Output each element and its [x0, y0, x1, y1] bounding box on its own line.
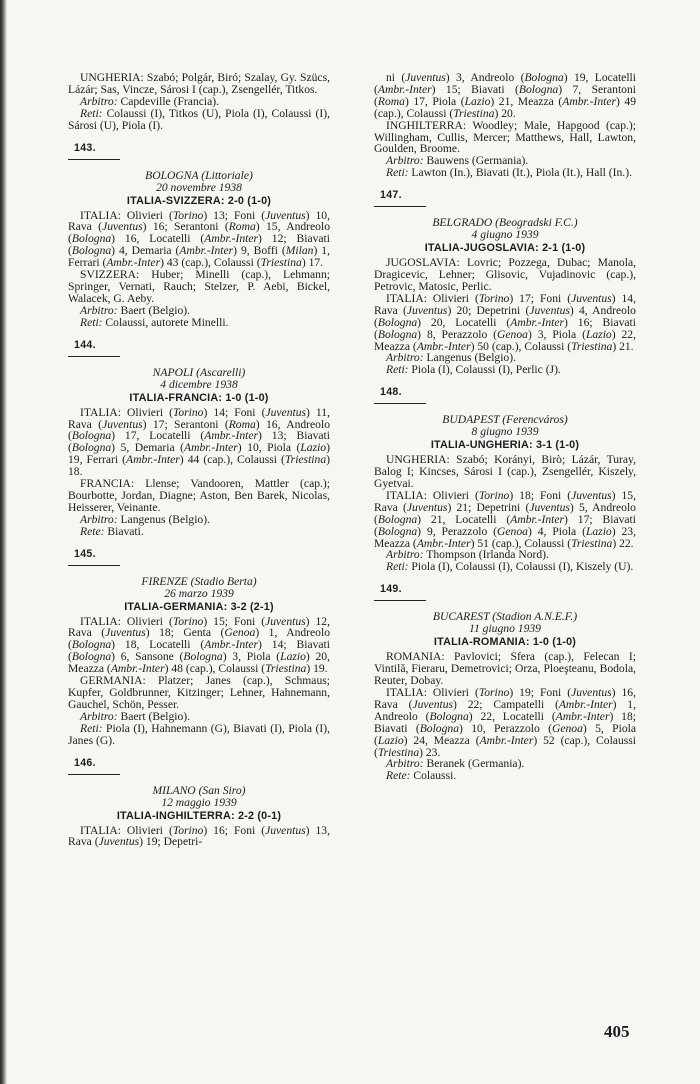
- match-header: [68, 548, 330, 613]
- section-rule: [374, 403, 426, 404]
- text-paragraph: Reti: Lawton (In.), Biavati (It.), Piola (It.), Hall (In.).: [386, 166, 632, 180]
- match-score: ITALIA-INGHILTERRA: 2-2 (0-1): [116, 809, 282, 822]
- match-score: ITALIA-GERMANIA: 3-2 (2-1): [124, 600, 274, 613]
- section-rule: [68, 774, 120, 775]
- book-binding-edge: [0, 0, 7, 1084]
- section-rule: [68, 356, 120, 357]
- text-paragraph: UNGHERIA: Szabó; Polgár, Biró; Szalay, Gy. Szücs, Lázár; Sas, Vincze, Sárosi I (cap.), Zsengellér, Titkos.: [68, 71, 330, 96]
- match-number: 147.: [380, 189, 402, 202]
- match-header: [374, 386, 636, 451]
- match-paragraph: Reti: Piola (I), Hahnemann (G), Biavati (I), Piola (I), Janes (G).: [68, 721, 330, 747]
- match-date: 11 giugno 1939: [469, 622, 541, 636]
- match-paragraph: ROMANIA: Pavlovici; Sfera (cap.), Felecan I; Vintilă, Fieraru, Demetrovici; Orza, Ploeşteanu, Bodola, Reuter, Dobay.: [374, 650, 636, 688]
- page-number: 405: [604, 1022, 630, 1041]
- match-venue: FIRENZE (Stadio Berta): [141, 574, 257, 588]
- match-paragraph: FRANCIA: Llense; Vandooren, Mattler (cap.); Bourbotte, Jordan, Diagne; Aston, Ben Barek, Nicolas, Heisserer, Veinante.: [68, 477, 330, 514]
- match-score: ITALIA-ROMANIA: 1-0 (1-0): [433, 636, 577, 649]
- match-date: 20 novembre 1938: [156, 180, 242, 194]
- match-score: ITALIA-UNGHERIA: 3-1 (1-0): [430, 439, 580, 452]
- match-date: 26 marzo 1939: [164, 586, 234, 600]
- text-paragraph: INGHILTERRA: Woodley; Male, Hapgood (cap.); Willingham, Cullis, Mercer; Matthews, Hall, Lawton, Goulden, Broome.: [374, 118, 636, 156]
- match-paragraph: ITALIA: Olivieri (Torino) 14; Foni (Juventus) 11, Rava (Juventus) 17; Serantoni (Roma) 16, Andreolo (Bologna) 17, Locatelli (Ambr.-Inter) 13; Biavati (Bologna) 5, Demaria (Ambr.-Inter) 10, Piola (Lazio) 19, Ferrari (Ambr.-Inter) 44 (cap.), Colaussi (Triestina) 18.: [68, 405, 330, 479]
- match-header: [374, 583, 636, 648]
- match-paragraph: ITALIA: Olivieri (Torino) 16; Foni (Juventus) 13, Rava (Juventus) 19; Depetri-: [68, 823, 330, 849]
- match-header: [68, 339, 330, 404]
- match-date: 4 dicembre 1938: [160, 377, 238, 391]
- match-paragraph: Reti: Piola (I), Colaussi (I), Perlic (J).: [386, 363, 561, 377]
- match-number: 146.: [74, 756, 96, 769]
- match-number: 145.: [74, 547, 96, 560]
- match-date: 4 giugno 1939: [471, 228, 539, 242]
- match-number: 148.: [380, 386, 402, 399]
- match-venue: NAPOLI (Ascarelli): [152, 365, 246, 379]
- section-rule: [374, 206, 426, 207]
- match-paragraph: ITALIA: Olivieri (Torino) 17; Foni (Juventus) 14, Rava (Juventus) 20; Depetrini (Juventus) 4, Andreolo (Bologna) 20, Locatelli (Ambr.-Inter) 16; Biavati (Bologna) 8, Perazzolo (Genoa) 3, Piola (Lazio) 22, Meazza (Ambr.-Inter) 50 (cap.), Colaussi (Triestina) 21.: [374, 291, 636, 353]
- left-column: [68, 72, 330, 848]
- match-paragraph: ITALIA: Olivieri (Torino) 15; Foni (Juventus) 12, Rava (Juventus) 18; Genta (Genoa) 1, Andreolo (Bologna) 18, Locatelli (Ambr.-Inter) 14; Biavati (Bologna) 6, Sansone (Bologna) 3, Piola (Lazio) 20, Meazza (Ambr.-Inter) 48 (cap.), Colaussi (Triestina) 19.: [68, 614, 330, 676]
- match-score: ITALIA-SVIZZERA: 2-0 (1-0): [126, 194, 272, 207]
- match-paragraph: Reti: Colaussi, autorete Minelli.: [80, 315, 229, 329]
- text-paragraph: ni (Juventus) 3, Andreolo (Bologna) 19, Locatelli (Ambr.-Inter) 15; Biavati (Bologna) 7, Serantoni (Roma) 17, Piola (Lazio) 21, Meazza (Ambr.-Inter) 49 (cap.), Colaussi (Triestina) 20.: [374, 71, 637, 120]
- match-paragraph: ITALIA: Olivieri (Torino) 19; Foni (Juventus) 16, Rava (Juventus) 22; Campatelli (Ambr.-Inter) 1, Andreolo (Bologna) 22, Locatelli (Ambr.-Inter) 18; Biavati (Bologna) 10, Perazzolo (Genoa) 5, Piola (Lazio) 24, Meazza (Ambr.-Inter) 52 (cap.), Colaussi (Triestina) 23.: [374, 686, 636, 759]
- match-number: 144.: [74, 338, 96, 351]
- match-venue: BUDAPEST (Ferencváros): [442, 413, 568, 427]
- match-paragraph: Arbitro: Langenus (Belgio).: [386, 351, 516, 365]
- match-paragraph: ITALIA: Olivieri (Torino) 18; Foni (Juventus) 15, Rava (Juventus) 21; Depetrini (Juventus) 5, Andreolo (Bologna) 21, Locatelli (Ambr.-Inter) 17; Biavati (Bologna) 9, Perazzolo (Genoa) 4, Piola (Lazio) 23, Meazza (Ambr.-Inter) 51 (cap.), Colaussi (Triestina) 22.: [374, 488, 636, 550]
- match-venue: MILANO (San Siro): [152, 783, 246, 797]
- match-header: [68, 757, 330, 822]
- match-paragraph: Arbitro: Beranek (Germania).: [386, 757, 525, 771]
- match-paragraph: Arbitro: Langenus (Belgio).: [80, 512, 210, 526]
- match-paragraph: JUGOSLAVIA: Lovric; Pozzega, Dubac; Manola, Dragicevic, Lehner; Glisovic, Vujadinovic (cap.), Petrovic, Matosic, Perlic.: [374, 256, 636, 293]
- section-rule: [68, 159, 120, 160]
- match-venue: BUCAREST (Stadion A.N.E.F.): [432, 610, 578, 624]
- match-header: [68, 142, 330, 207]
- match-paragraph: Arbitro: Thompson (Irlanda Nord).: [386, 548, 549, 562]
- match-venue: BOLOGNA (Littoriale): [145, 168, 253, 182]
- match-paragraph: Rete: Biavati.: [80, 524, 144, 538]
- match-date: 8 giugno 1939: [471, 425, 539, 439]
- text-paragraph: Arbitro: Capdeville (Francia).: [80, 94, 219, 108]
- match-paragraph: Rete: Colaussi.: [386, 769, 457, 783]
- match-header: [374, 189, 636, 254]
- section-rule: [374, 600, 426, 601]
- match-paragraph: Arbitro: Baert (Belgio).: [80, 303, 191, 317]
- text-paragraph: Arbitro: Bauwens (Germania).: [386, 154, 529, 168]
- match-paragraph: SVIZZERA: Huber; Minelli (cap.), Lehmann; Springer, Vernati, Rauch; Stelzer, P. Aebi, Bickel, Walacek, G. Aeby.: [68, 268, 330, 305]
- right-column: [374, 72, 636, 782]
- match-score: ITALIA-JUGOSLAVIA: 2-1 (1-0): [424, 242, 586, 255]
- match-date: 12 maggio 1939: [161, 795, 237, 809]
- match-paragraph: Arbitro: Baert (Belgio).: [80, 709, 191, 723]
- match-paragraph: GERMANIA: Platzer; Janes (cap.), Schmaus; Kupfer, Goldbrunner, Kitzinger; Lehner, Hahnemann, Gauchel, Schön, Pesser.: [68, 674, 330, 711]
- match-number: 149.: [380, 583, 402, 596]
- match-paragraph: ITALIA: Olivieri (Torino) 13; Foni (Juventus) 10, Rava (Juventus) 16; Serantoni (Roma) 15, Andreolo (Bologna) 16, Locatelli (Ambr.-Inter) 12; Biavati (Bologna) 4, Demaria (Ambr.-Inter) 9, Boffi (Milan) 1, Ferrari (Ambr.-Inter) 43 (cap.), Colaussi (Triestina) 17.: [68, 208, 330, 270]
- match-venue: BELGRADO (Beogradski F.C.): [432, 216, 578, 230]
- section-rule: [68, 565, 120, 566]
- match-score: ITALIA-FRANCIA: 1-0 (1-0): [129, 391, 269, 404]
- match-paragraph: UNGHERIA: Szabó; Korányi, Birò; Lázár, Turay, Balog I; Kincses, Sárosi I (cap.), Zsengellér, Kiszely, Gyetvai.: [374, 453, 636, 491]
- match-number: 143.: [74, 141, 96, 154]
- text-paragraph: Reti: Colaussi (I), Titkos (U), Piola (I), Colaussi (I), Sárosi (U), Piola (I).: [68, 106, 330, 132]
- match-paragraph: Reti: Piola (I), Colaussi (I), Colaussi (I), Kiszely (U).: [386, 560, 634, 574]
